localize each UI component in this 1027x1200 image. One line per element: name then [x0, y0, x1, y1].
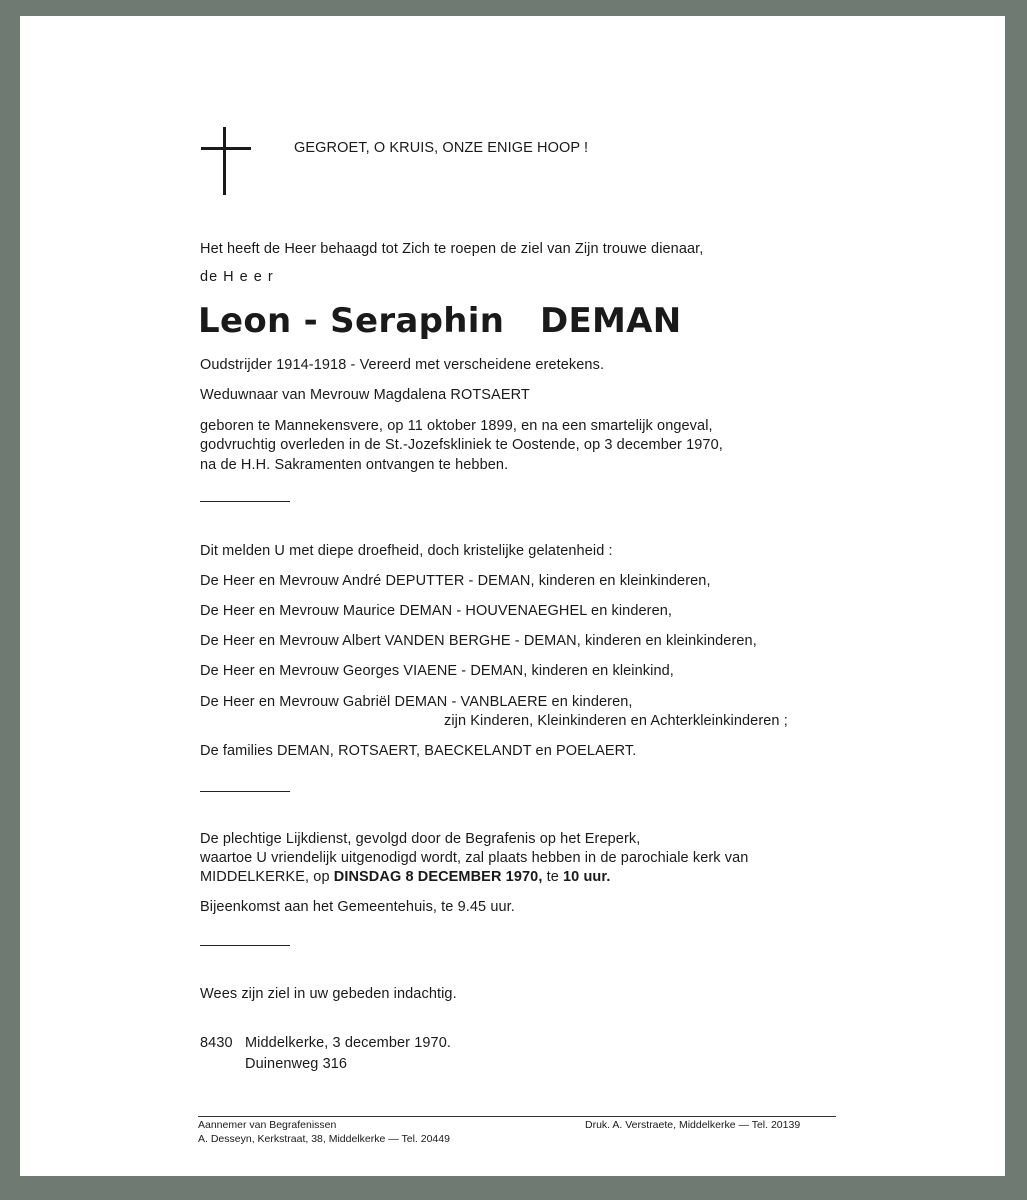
- motto: GEGROET, O KRUIS, ONZE ENIGE HOOP !: [294, 140, 589, 156]
- divider: [200, 501, 290, 502]
- family-line: De Heer en Mevrouw Georges VIAENE - DEMAN, kinderen en kleinkind,: [200, 663, 674, 679]
- widower-line: Weduwnaar van Mevrouw Magdalena ROTSAERT: [200, 387, 530, 403]
- footer-rule: [198, 1116, 836, 1117]
- service-date-line: MIDDELKERKE, op DINSDAG 8 DECEMBER 1970, te 10 uur.: [200, 869, 611, 885]
- family-line: De Heer en Mevrouw Maurice DEMAN - HOUVENAEGHEL en kinderen,: [200, 603, 673, 619]
- place-date: Middelkerke, 3 december 1970.: [245, 1035, 452, 1051]
- families-line: De families DEMAN, ROTSAERT, BAECKELANDT en POELAERT.: [200, 743, 637, 759]
- family-line: De Heer en Mevrouw Albert VANDEN BERGHE - DEMAN, kinderen en kleinkinderen,: [200, 633, 757, 649]
- born-line: geboren te Mannekensvere, op 11 oktober 1899, en na een smartelijk ongeval,: [200, 418, 713, 434]
- service-line: waartoe U vriendelijk uitgenodigd wordt, zal plaats hebben in de parochiale kerk van: [200, 850, 749, 866]
- intro-title: de H e e r: [200, 269, 274, 285]
- undertaker-title: Aannemer van Begrafenissen: [198, 1119, 337, 1131]
- service-line: De plechtige Lijkdienst, gevolgd door de Begrafenis op het Ereperk,: [200, 831, 641, 847]
- died-line: godvruchtig overleden in de St.-Jozefskliniek te Oostende, op 3 december 1970,: [200, 437, 723, 453]
- printer-credit: Druk. A. Verstraete, Middelkerke — Tel. 20139: [585, 1119, 801, 1131]
- veteran-line: Oudstrijder 1914-1918 - Vereerd met verscheidene eretekens.: [200, 357, 605, 373]
- deceased-surname: DEMAN: [540, 301, 682, 341]
- divider: [200, 791, 290, 792]
- family-line: De Heer en Mevrouw Gabriël DEMAN - VANBLAERE en kinderen,: [200, 694, 633, 710]
- street-address: Duinenweg 316: [245, 1056, 348, 1072]
- gathering-line: Bijeenkomst aan het Gemeentehuis, te 9.45 uur.: [200, 899, 515, 915]
- cross-icon-bar: [201, 147, 251, 150]
- prayer-line: Wees zijn ziel in uw gebeden indachtig.: [200, 986, 457, 1002]
- sacraments-line: na de H.H. Sakramenten ontvangen te hebben.: [200, 457, 509, 473]
- intro-line: Het heeft de Heer behaagd tot Zich te roepen de ziel van Zijn trouwe dienaar,: [200, 241, 704, 257]
- family-summary: zijn Kinderen, Kleinkinderen en Achterkleinkinderen ;: [444, 713, 788, 729]
- undertaker-address: A. Desseyn, Kerkstraat, 38, Middelkerke — Tel. 20449: [198, 1133, 450, 1145]
- postcode: 8430: [200, 1035, 233, 1051]
- death-notice-card: [20, 16, 1005, 1176]
- family-line: De Heer en Mevrouw André DEPUTTER - DEMAN, kinderen en kleinkinderen,: [200, 573, 711, 589]
- deceased-first-names: Leon - Seraphin: [198, 301, 505, 341]
- announcement-intro: Dit melden U met diepe droefheid, doch kristelijke gelatenheid :: [200, 543, 613, 559]
- divider: [200, 945, 290, 946]
- cross-icon: [223, 127, 226, 195]
